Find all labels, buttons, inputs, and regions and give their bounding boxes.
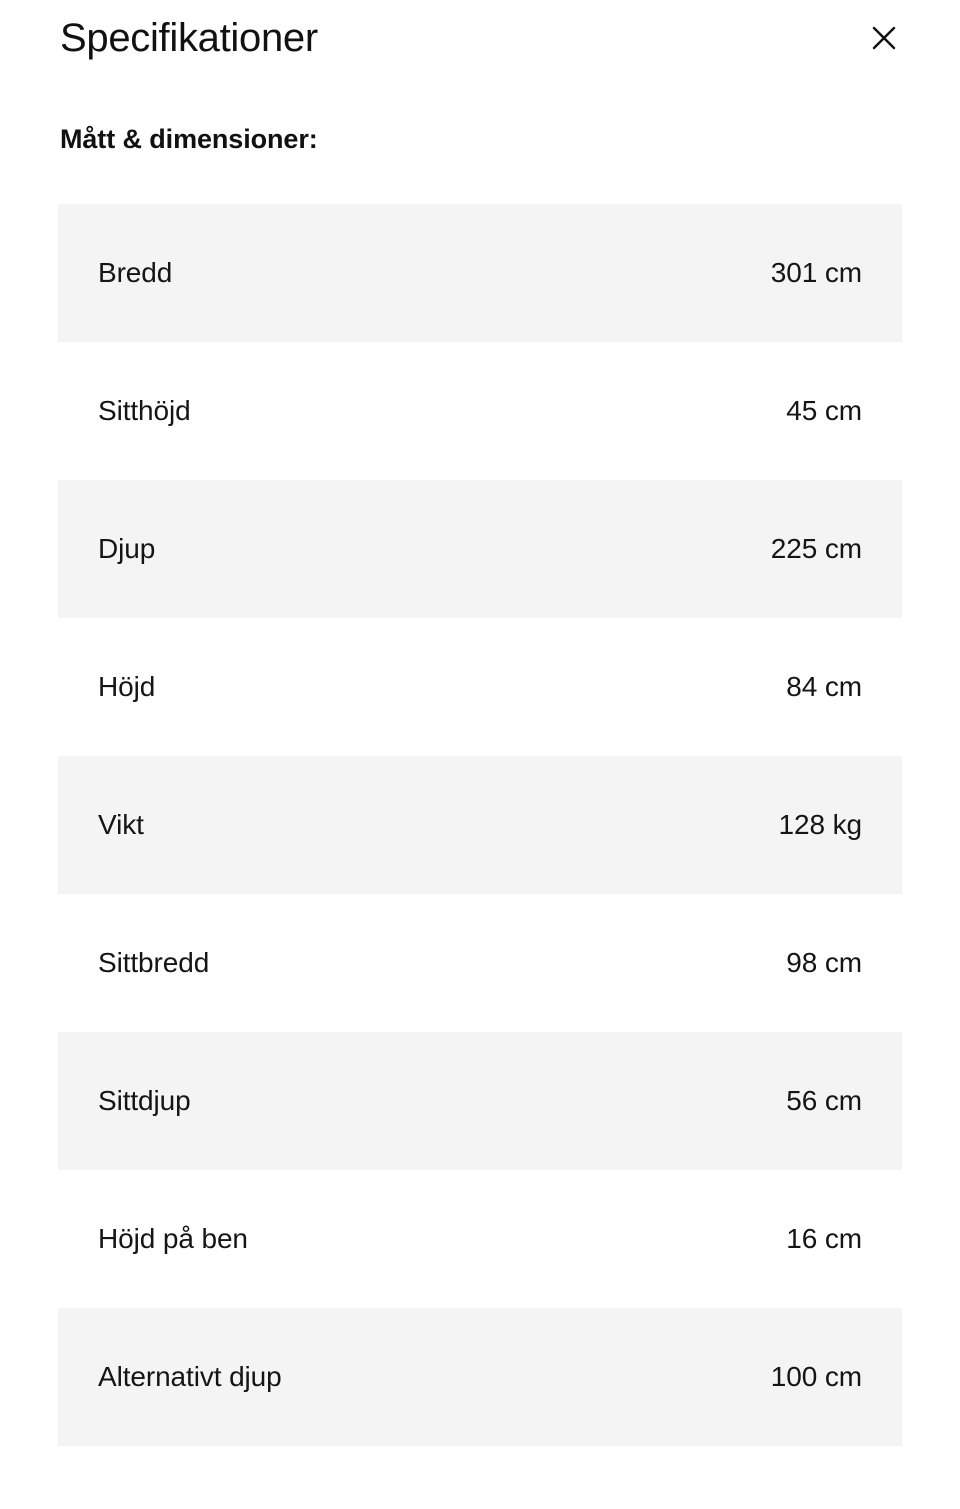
table-row	[58, 1170, 902, 1308]
spec-label: Höjd	[98, 671, 156, 702]
close-icon	[869, 23, 899, 53]
spec-value: 16 cm	[786, 1223, 862, 1254]
spec-label: Sitthöjd	[98, 395, 191, 426]
spec-label: Bredd	[98, 257, 173, 288]
spec-label: Höjd på ben	[98, 1223, 248, 1254]
spec-value: 45 cm	[786, 395, 862, 426]
spec-value: 301 cm	[770, 257, 862, 288]
spec-value: 128 kg	[778, 809, 862, 840]
page-title: Specifikationer	[60, 16, 318, 60]
panel-header	[58, 0, 902, 72]
spec-label: Alternativt djup	[98, 1361, 282, 1392]
spec-value: 56 cm	[786, 1085, 862, 1116]
table-row	[58, 342, 902, 480]
table-row	[58, 1308, 902, 1446]
table-row	[58, 894, 902, 1032]
close-button[interactable]	[862, 16, 906, 60]
spec-value: 100 cm	[770, 1361, 862, 1392]
table-row	[58, 480, 902, 618]
spec-label: Vikt	[98, 809, 144, 840]
table-row	[58, 1032, 902, 1170]
table-row	[58, 204, 902, 342]
spec-label: Djup	[98, 533, 156, 564]
section-title-dimensions: Mått & dimensioner:	[60, 124, 318, 154]
spec-label: Sittdjup	[98, 1085, 191, 1116]
table-row	[58, 618, 902, 756]
specifications-table	[58, 204, 902, 1446]
spec-value: 98 cm	[786, 947, 862, 978]
spec-label: Sittbredd	[98, 947, 210, 978]
spec-value: 225 cm	[770, 533, 862, 564]
spec-value: 84 cm	[786, 671, 862, 702]
table-row	[58, 756, 902, 894]
